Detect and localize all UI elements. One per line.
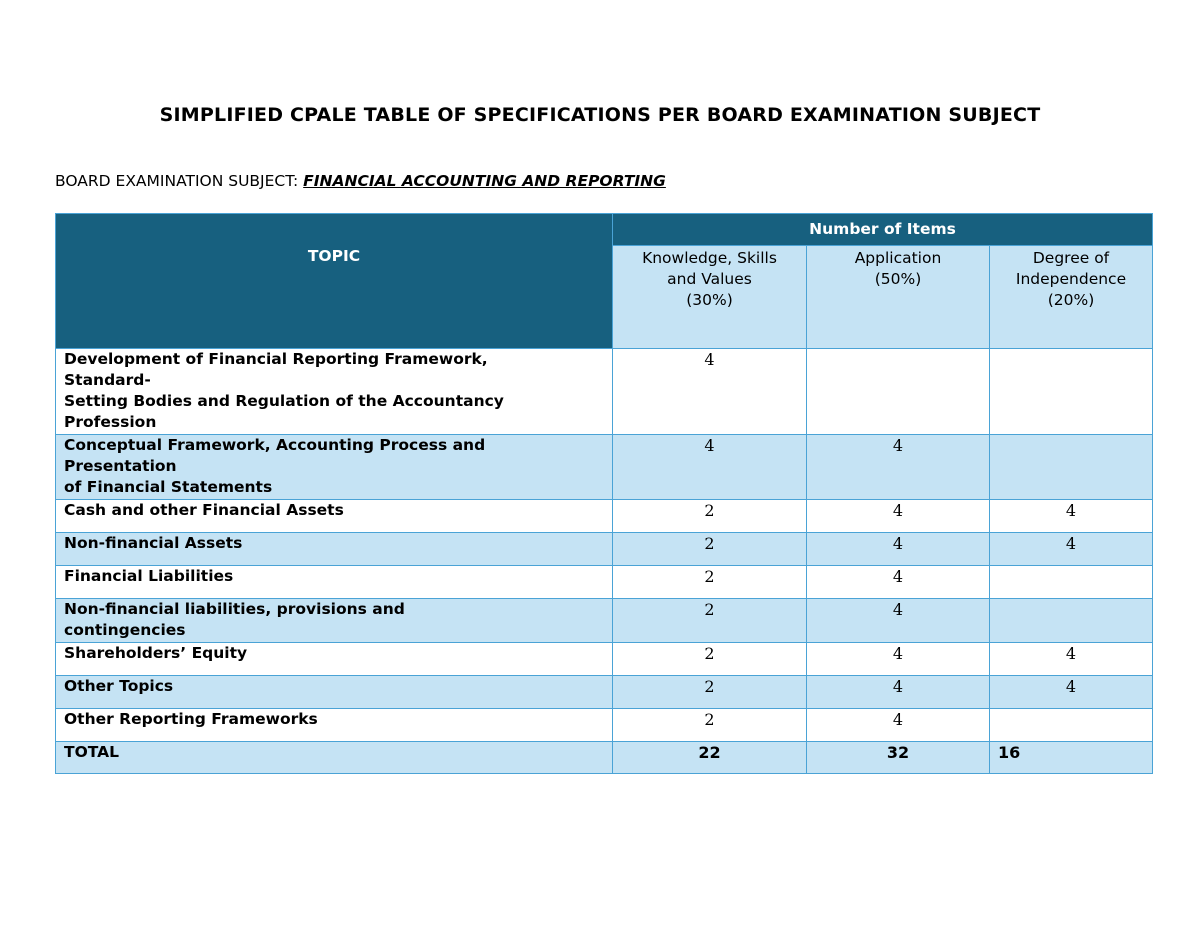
ksv-cell: 2 bbox=[613, 533, 807, 566]
topic-cell bbox=[56, 349, 613, 435]
independence-cell bbox=[990, 599, 1153, 643]
topic-line: Other Topics bbox=[64, 677, 174, 695]
topic-line: Shareholders’ Equity bbox=[64, 644, 248, 662]
topic-line: Cash and other Financial Assets bbox=[64, 501, 344, 519]
total-label: TOTAL bbox=[56, 742, 613, 774]
table-row bbox=[56, 435, 1153, 500]
topic-cell bbox=[56, 533, 613, 566]
ksv-cell: 2 bbox=[613, 709, 807, 742]
topic-line: of Financial Statements bbox=[64, 478, 273, 496]
topic-cell bbox=[56, 500, 613, 533]
ksv-cell: 2 bbox=[613, 643, 807, 676]
table-row bbox=[56, 676, 1153, 709]
topic-line: Presentation bbox=[64, 457, 177, 475]
independence-cell bbox=[990, 349, 1153, 435]
topic-line: Non-financial Assets bbox=[64, 534, 243, 552]
application-cell: 4 bbox=[807, 533, 990, 566]
application-cell: 4 bbox=[807, 676, 990, 709]
subject-line bbox=[55, 172, 666, 190]
total-ksv: 22 bbox=[613, 742, 807, 774]
header-knowledge-skills-values: Knowledge, Skills and Values (30%) bbox=[613, 246, 807, 349]
topic-line: Standard- bbox=[64, 371, 151, 389]
specifications-table bbox=[55, 213, 1153, 774]
ksv-cell: 4 bbox=[613, 349, 807, 435]
independence-cell bbox=[990, 435, 1153, 500]
subject-value: FINANCIAL ACCOUNTING AND REPORTING bbox=[303, 172, 666, 190]
topic-cell bbox=[56, 709, 613, 742]
application-cell bbox=[807, 349, 990, 435]
application-cell: 4 bbox=[807, 500, 990, 533]
independence-cell: 4 bbox=[990, 643, 1153, 676]
independence-cell: 4 bbox=[990, 500, 1153, 533]
topic-cell bbox=[56, 599, 613, 643]
table-row bbox=[56, 349, 1153, 435]
ksv-cell: 2 bbox=[613, 676, 807, 709]
topic-cell bbox=[56, 643, 613, 676]
independence-cell: 4 bbox=[990, 676, 1153, 709]
topic-line: Setting Bodies and Regulation of the Accountancy bbox=[64, 392, 504, 410]
topic-line: Conceptual Framework, Accounting Process and bbox=[64, 436, 486, 454]
topic-line: Non-financial liabilities, provisions and bbox=[64, 600, 405, 618]
topic-cell bbox=[56, 676, 613, 709]
table-body bbox=[56, 349, 1153, 742]
topic-line: Other Reporting Frameworks bbox=[64, 710, 318, 728]
table-row bbox=[56, 500, 1153, 533]
table-row bbox=[56, 643, 1153, 676]
header-application: Application (50%) bbox=[807, 246, 990, 349]
topic-cell bbox=[56, 435, 613, 500]
table-row bbox=[56, 566, 1153, 599]
application-cell: 4 bbox=[807, 599, 990, 643]
independence-cell bbox=[990, 566, 1153, 599]
table-row bbox=[56, 709, 1153, 742]
total-independence: 16 bbox=[990, 742, 1153, 774]
subject-label: BOARD EXAMINATION SUBJECT: bbox=[55, 172, 304, 190]
header-number-of-items: Number of Items bbox=[613, 214, 1153, 246]
application-cell: 4 bbox=[807, 709, 990, 742]
document-title: SIMPLIFIED CPALE TABLE OF SPECIFICATIONS PER BOARD EXAMINATION SUBJECT bbox=[159, 104, 1041, 126]
total-row bbox=[56, 742, 1153, 774]
independence-cell: 4 bbox=[990, 533, 1153, 566]
ksv-cell: 2 bbox=[613, 599, 807, 643]
table-row bbox=[56, 533, 1153, 566]
total-application: 32 bbox=[807, 742, 990, 774]
ksv-cell: 2 bbox=[613, 500, 807, 533]
topic-line: Development of Financial Reporting Framework, bbox=[64, 350, 488, 368]
ksv-cell: 4 bbox=[613, 435, 807, 500]
topic-line: Financial Liabilities bbox=[64, 567, 234, 585]
topic-line: contingencies bbox=[64, 621, 186, 639]
table-row bbox=[56, 599, 1153, 643]
application-cell: 4 bbox=[807, 643, 990, 676]
ksv-cell: 2 bbox=[613, 566, 807, 599]
topic-cell bbox=[56, 566, 613, 599]
application-cell: 4 bbox=[807, 435, 990, 500]
independence-cell bbox=[990, 709, 1153, 742]
header-topic: TOPIC bbox=[56, 214, 613, 349]
application-cell: 4 bbox=[807, 566, 990, 599]
topic-line: Profession bbox=[64, 413, 157, 431]
header-degree-of-independence: Degree of Independence (20%) bbox=[990, 246, 1153, 349]
